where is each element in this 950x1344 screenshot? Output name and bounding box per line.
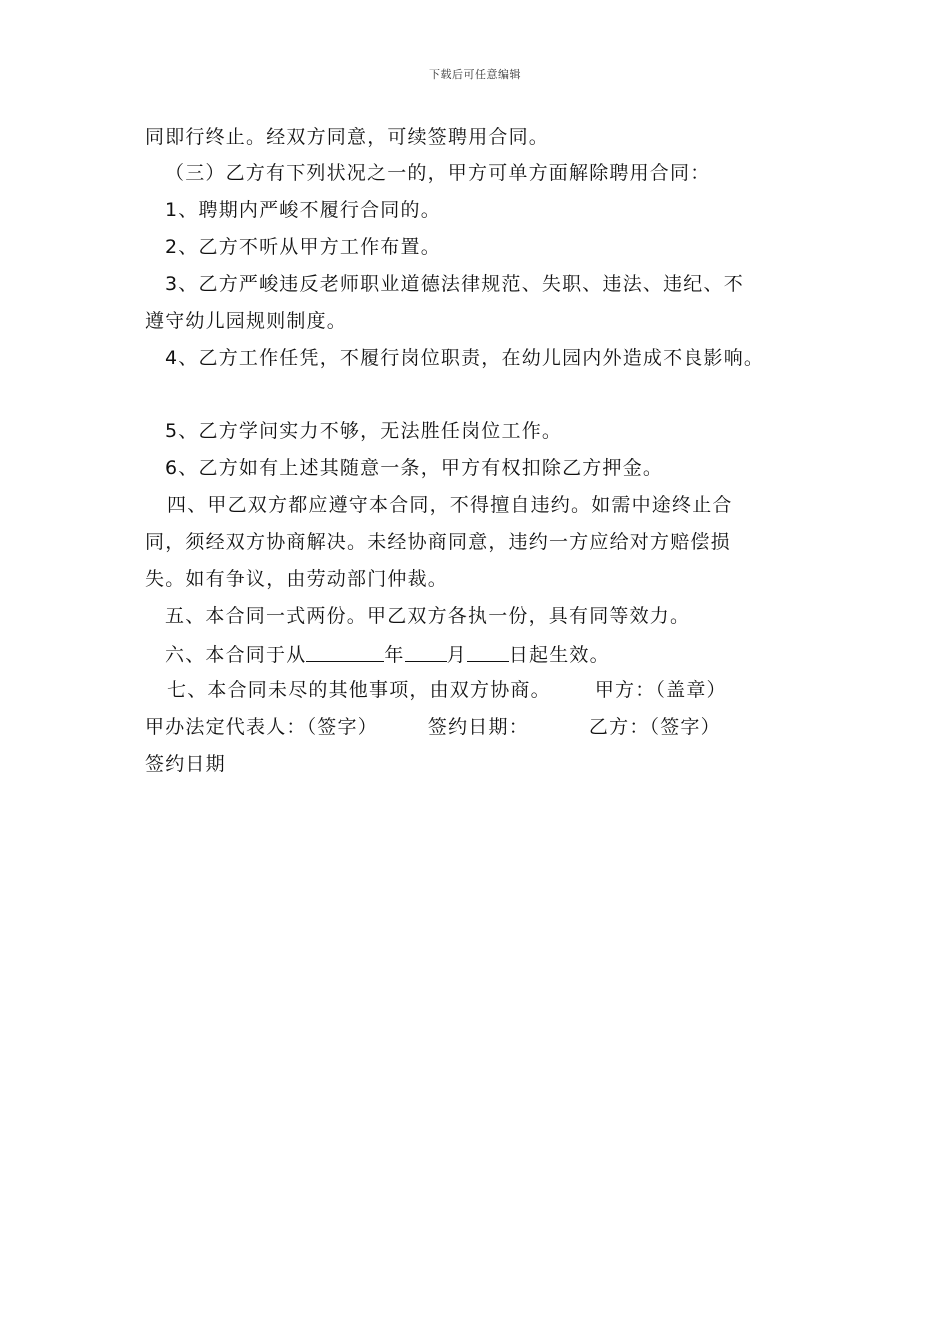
year-blank[interactable] xyxy=(306,642,384,662)
party-b-signature: 乙方：（签字） xyxy=(588,716,721,738)
clause-six-prefix: 六、本合同于从 xyxy=(165,644,307,666)
clause-seven-text: 七、本合同未尽的其他事项，由双方协商。 xyxy=(167,679,551,701)
page-header: 下载后可任意编辑 xyxy=(429,68,521,81)
clause-four: 四、甲乙双方都应遵守本合同，不得擅自违约。如需中途终止合 xyxy=(167,494,733,516)
list-item-5: 5、乙方学问实力不够，无法胜任岗位工作。 xyxy=(165,420,563,442)
list-item-3-continued: 遵守幼儿园规则制度。 xyxy=(145,310,348,332)
party-a-seal: 甲方：（盖章） xyxy=(594,679,727,701)
clause-five: 五、本合同一式两份。甲乙双方各执一份，具有同等效力。 xyxy=(165,605,691,627)
signing-date-label: 签约日期： xyxy=(427,716,529,738)
clause-seven xyxy=(167,678,727,702)
list-item-1: 1、聘期内严峻不履行合同的。 xyxy=(165,199,441,221)
month-blank[interactable] xyxy=(405,642,447,662)
final-signing-date: 签约日期 xyxy=(145,753,226,775)
list-item-2: 2、乙方不听从甲方工作布置。 xyxy=(165,236,441,258)
clause-four-end: 失。如有争议，由劳动部门仲裁。 xyxy=(145,568,449,590)
clause-four-continued: 同，须经双方协商解决。未经协商同意，违约一方应给对方赔偿损 xyxy=(145,531,731,553)
clause-six-suffix: 日起生效。 xyxy=(508,644,610,666)
list-item-6: 6、乙方如有上述其随意一条，甲方有权扣除乙方押金。 xyxy=(165,457,664,479)
list-item-3: 3、乙方严峻违反老师职业道德法律规范、失职、违法、违纪、不 xyxy=(165,273,744,295)
year-label: 年 xyxy=(384,644,405,666)
month-label: 月 xyxy=(446,644,467,666)
section-three-heading: （三）乙方有下列状况之一的，甲方可单方面解除聘用合同： xyxy=(165,162,711,184)
contract-line: 同即行终止。经双方同意，可续签聘用合同。 xyxy=(145,126,550,148)
legal-representative-signature: 甲办法定代表人：（签字） xyxy=(145,716,378,738)
clause-six xyxy=(165,641,610,667)
signature-line xyxy=(145,715,721,739)
day-blank[interactable] xyxy=(467,642,509,662)
list-item-4: 4、乙方工作任凭，不履行岗位职责，在幼儿园内外造成不良影响。 xyxy=(165,347,765,369)
